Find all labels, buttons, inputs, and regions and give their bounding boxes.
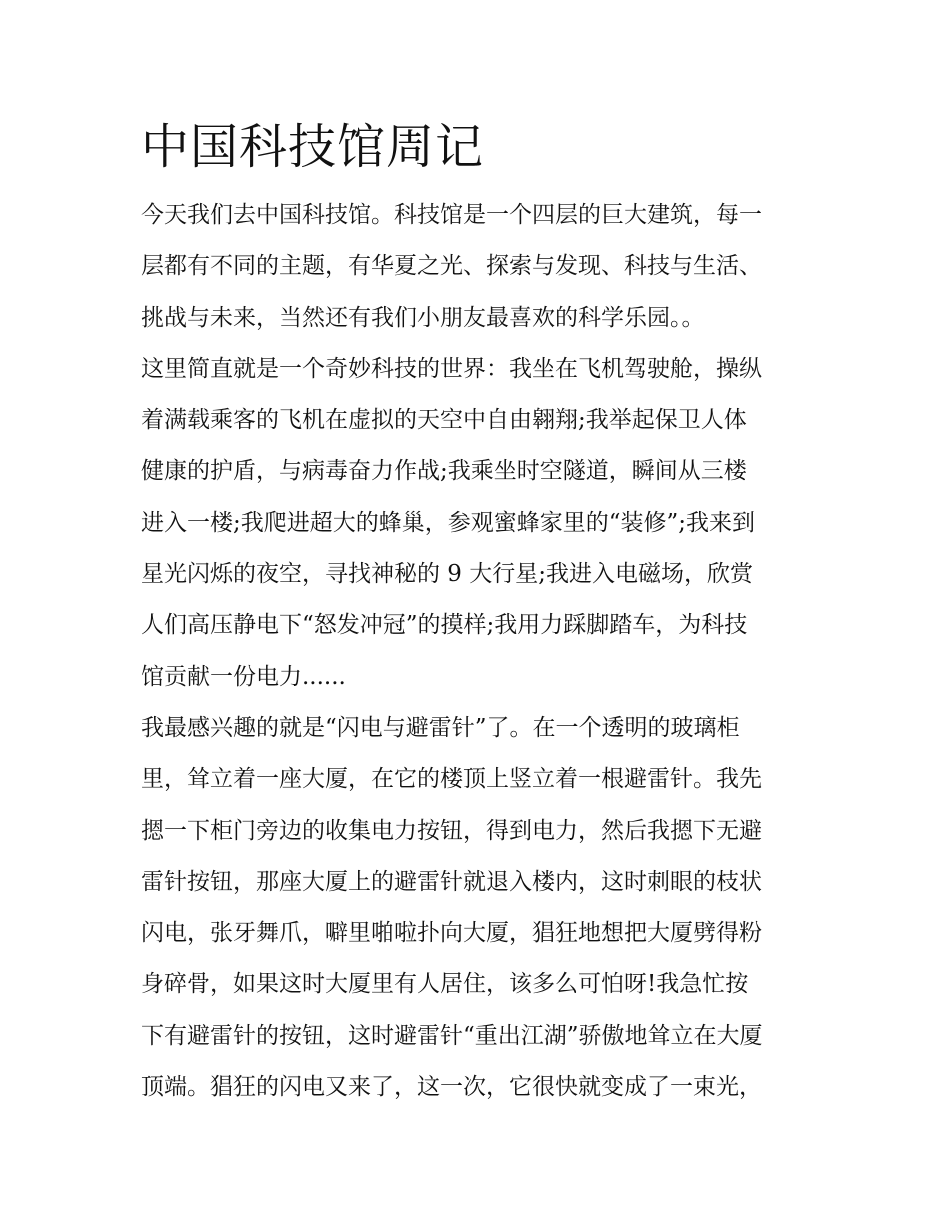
- text-line: 星光闪烁的夜空，寻找神秘的 9 大行星;我进入电磁场，欣赏: [141, 561, 754, 588]
- text-line: 闪电，张牙舞爪，噼里啪啦扑向大厦，猖狂地想把大厦劈得粉: [141, 920, 762, 947]
- text-line: 人们高压静电下“怒发冲冠”的摸样;我用力踩脚踏车，为科技: [141, 612, 748, 639]
- document-page: [141, 112, 813, 1113]
- text-line: 挑战与未来，当然还有我们小朋友最喜欢的科学乐园。。: [141, 304, 705, 331]
- text-line: 下有避雷针的按钮，这时避雷针“重出江湖”骄傲地耸立在大厦: [141, 1022, 763, 1049]
- text-line: 身碎骨，如果这时大厦里有人居住，该多么可怕呀!我急忙按: [141, 971, 749, 998]
- text-line: 馆贡献一份电力......: [141, 663, 346, 690]
- text-line: 这里简直就是一个奇妙科技的世界：我坐在飞机驾驶舱，操纵: [141, 355, 762, 382]
- document-title: 中国科技馆周记: [141, 119, 485, 175]
- text-line: 我最感兴趣的就是“闪电与避雷针”了。在一个透明的玻璃柜: [141, 714, 740, 741]
- document-body: [141, 190, 813, 1113]
- text-line: 里，耸立着一座大厦，在它的楼顶上竖立着一根避雷针。我先: [141, 766, 762, 793]
- text-line: 进入一楼;我爬进超大的蜂巢，参观蜜蜂家里的“装修”;我来到: [141, 509, 756, 536]
- text-line: 雷针按钮，那座大厦上的避雷针就退入楼内，这时刺眼的枝状: [141, 868, 762, 895]
- text-line: 层都有不同的主题，有华夏之光、探索与发现、科技与生活、: [141, 253, 762, 280]
- text-line: 着满载乘客的飞机在虚拟的天空中自由翱翔;我举起保卫人体: [141, 407, 747, 434]
- text-line: 今天我们去中国科技馆。科技馆是一个四层的巨大建筑，每一: [141, 202, 762, 228]
- text-line: 顶端。猖狂的闪电又来了，这一次，它很快就变成了一束光，: [141, 1074, 762, 1101]
- text-line: 摁一下柜门旁边的收集电力按钮，得到电力，然后我摁下无避: [141, 817, 762, 844]
- text-line: 健康的护盾，与病毒奋力作战;我乘坐时空隧道，瞬间从三楼: [141, 458, 747, 485]
